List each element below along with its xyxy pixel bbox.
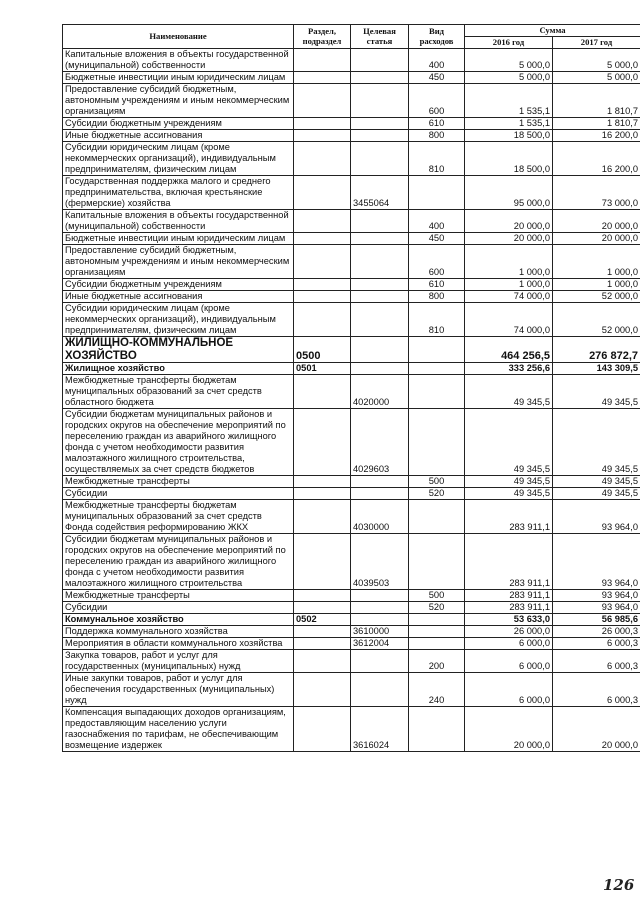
row-type (409, 176, 465, 210)
table-row (63, 279, 640, 291)
row-type: 600 (409, 84, 465, 118)
row-name: Коммунальное хозяйство (63, 614, 294, 626)
row-type (409, 638, 465, 650)
row-sum-2016: 1 535,1 (465, 84, 553, 118)
row-name: Иные закупки товаров, работ и услуг для обеспечения государственных (муниципальных) нужд (63, 673, 294, 707)
row-type (409, 375, 465, 409)
budget-table-page (62, 24, 640, 752)
row-name: Бюджетные инвестиции иным юридическим лицам (63, 233, 294, 245)
row-section (294, 488, 351, 500)
row-sum-2017: 56 985,6 (553, 614, 640, 626)
row-target (351, 488, 409, 500)
row-section (294, 534, 351, 590)
row-target (351, 233, 409, 245)
row-target (351, 650, 409, 673)
row-sum-2017: 93 964,0 (553, 534, 640, 590)
page-number: 126 (603, 876, 635, 894)
row-name: Капитальные вложения в объекты государственной (муниципальной) собственности (63, 210, 294, 233)
row-name: Субсидии юридическим лицам (кроме некоммерческих организаций), индивидуальным предпринимателям, физическим лицам (63, 142, 294, 176)
row-sum-2017: 93 964,0 (553, 500, 640, 534)
row-section (294, 210, 351, 233)
row-section (294, 590, 351, 602)
row-target (351, 279, 409, 291)
table-row (63, 488, 640, 500)
row-name: ЖИЛИЩНО-КОММУНАЛЬНОЕ ХОЗЯЙСТВО (63, 337, 294, 363)
row-sum-2016: 283 911,1 (465, 602, 553, 614)
row-type: 240 (409, 673, 465, 707)
row-type (409, 337, 465, 363)
row-sum-2016: 74 000,0 (465, 291, 553, 303)
row-type: 810 (409, 303, 465, 337)
row-name: Межбюджетные трансферты (63, 476, 294, 488)
row-target (351, 363, 409, 375)
row-type: 500 (409, 590, 465, 602)
row-target: 3616024 (351, 707, 409, 752)
row-type: 600 (409, 245, 465, 279)
row-type: 610 (409, 279, 465, 291)
row-sum-2016: 6 000,0 (465, 673, 553, 707)
table-row (63, 210, 640, 233)
row-sum-2016: 49 345,5 (465, 488, 553, 500)
table-row (63, 638, 640, 650)
row-name: Субсидии бюджетным учреждениям (63, 118, 294, 130)
table-row (63, 626, 640, 638)
header-2016: 2016 год (465, 37, 553, 49)
row-sum-2017: 16 200,0 (553, 142, 640, 176)
row-section (294, 72, 351, 84)
table-row (63, 375, 640, 409)
row-sum-2017: 16 200,0 (553, 130, 640, 142)
budget-table (62, 24, 640, 752)
row-sum-2016: 333 256,6 (465, 363, 553, 375)
row-target: 3610000 (351, 626, 409, 638)
row-section (294, 500, 351, 534)
row-target: 3612004 (351, 638, 409, 650)
row-name: Субсидии (63, 602, 294, 614)
row-type (409, 363, 465, 375)
row-section (294, 233, 351, 245)
row-section (294, 638, 351, 650)
row-section (294, 279, 351, 291)
row-sum-2016: 74 000,0 (465, 303, 553, 337)
row-sum-2017: 26 000,3 (553, 626, 640, 638)
row-sum-2016: 18 500,0 (465, 130, 553, 142)
row-sum-2016: 6 000,0 (465, 650, 553, 673)
row-sum-2016: 26 000,0 (465, 626, 553, 638)
row-target (351, 602, 409, 614)
row-sum-2016: 18 500,0 (465, 142, 553, 176)
row-type (409, 534, 465, 590)
row-section (294, 673, 351, 707)
row-section (294, 291, 351, 303)
header-section: Раздел, подраздел (294, 25, 351, 49)
table-row (63, 176, 640, 210)
row-section: 0502 (294, 614, 351, 626)
row-type (409, 626, 465, 638)
row-type: 810 (409, 142, 465, 176)
row-name: Субсидии (63, 488, 294, 500)
table-row (63, 118, 640, 130)
row-name: Закупка товаров, работ и услуг для государственных (муниципальных) нужд (63, 650, 294, 673)
row-type (409, 614, 465, 626)
table-row (63, 409, 640, 476)
table-row (63, 291, 640, 303)
row-target (351, 72, 409, 84)
row-sum-2016: 49 345,5 (465, 375, 553, 409)
row-section (294, 476, 351, 488)
row-section: 0501 (294, 363, 351, 375)
row-section (294, 49, 351, 72)
row-sum-2016: 5 000,0 (465, 49, 553, 72)
row-sum-2016: 20 000,0 (465, 233, 553, 245)
row-sum-2017: 1 000,0 (553, 279, 640, 291)
row-sum-2017: 143 309,5 (553, 363, 640, 375)
table-row (63, 707, 640, 752)
row-sum-2017: 49 345,5 (553, 476, 640, 488)
row-sum-2017: 49 345,5 (553, 488, 640, 500)
row-section (294, 130, 351, 142)
row-sum-2016: 20 000,0 (465, 210, 553, 233)
row-section (294, 650, 351, 673)
table-row (63, 500, 640, 534)
row-target (351, 337, 409, 363)
row-target (351, 614, 409, 626)
row-target (351, 118, 409, 130)
row-name: Поддержка коммунального хозяйства (63, 626, 294, 638)
row-type (409, 707, 465, 752)
table-row (63, 337, 640, 363)
table-row (63, 49, 640, 72)
row-section (294, 142, 351, 176)
row-name: Компенсация выпадающих доходов организациям, предоставляющим населению услуги газоснабжения по тарифам, не обеспечивающим возмещение издержек (63, 707, 294, 752)
row-sum-2016: 1 000,0 (465, 245, 553, 279)
row-target (351, 245, 409, 279)
header-target: Целевая статья (351, 25, 409, 49)
row-sum-2017: 20 000,0 (553, 210, 640, 233)
row-sum-2016: 53 633,0 (465, 614, 553, 626)
row-target (351, 49, 409, 72)
row-name: Межбюджетные трансферты бюджетам муниципальных образований за счет средств Фонда содействия реформированию ЖКХ (63, 500, 294, 534)
row-sum-2017: 73 000,0 (553, 176, 640, 210)
row-target (351, 84, 409, 118)
row-sum-2016: 5 000,0 (465, 72, 553, 84)
row-section: 0500 (294, 337, 351, 363)
row-type: 500 (409, 476, 465, 488)
row-sum-2016: 464 256,5 (465, 337, 553, 363)
header-name: Наименование (63, 25, 294, 49)
row-target (351, 673, 409, 707)
row-section (294, 84, 351, 118)
row-type: 520 (409, 488, 465, 500)
row-target: 3455064 (351, 176, 409, 210)
row-sum-2016: 283 911,1 (465, 534, 553, 590)
row-name: Межбюджетные трансферты (63, 590, 294, 602)
row-sum-2017: 6 000,3 (553, 638, 640, 650)
row-target (351, 130, 409, 142)
row-target (351, 142, 409, 176)
row-target: 4020000 (351, 375, 409, 409)
row-name: Субсидии бюджетным учреждениям (63, 279, 294, 291)
row-name: Жилищное хозяйство (63, 363, 294, 375)
row-type: 800 (409, 130, 465, 142)
table-row (63, 363, 640, 375)
row-sum-2016: 49 345,5 (465, 409, 553, 476)
row-sum-2017: 49 345,5 (553, 375, 640, 409)
table-row (63, 534, 640, 590)
row-sum-2017: 276 872,7 (553, 337, 640, 363)
table-row (63, 245, 640, 279)
table-row (63, 673, 640, 707)
row-sum-2016: 20 000,0 (465, 707, 553, 752)
row-name: Субсидии бюджетам муниципальных районов и городских округов на обеспечение мероприятий по переселению граждан из аварийного жилищного фонда с учетом необходимости развития малоэтажного жилищного строительства, осуществляемых за счет средств бюджетов (63, 409, 294, 476)
table-row (63, 590, 640, 602)
row-sum-2017: 1 810,7 (553, 118, 640, 130)
table-row (63, 476, 640, 488)
row-target (351, 303, 409, 337)
row-target (351, 590, 409, 602)
table-row (63, 233, 640, 245)
table-row (63, 650, 640, 673)
row-sum-2016: 1 000,0 (465, 279, 553, 291)
row-type: 800 (409, 291, 465, 303)
row-name: Межбюджетные трансферты бюджетам муниципальных образований за счет средств областного бюджета (63, 375, 294, 409)
row-sum-2016: 283 911,1 (465, 500, 553, 534)
row-section (294, 176, 351, 210)
row-section (294, 409, 351, 476)
row-sum-2017: 1 810,7 (553, 84, 640, 118)
row-section (294, 602, 351, 614)
row-sum-2016: 95 000,0 (465, 176, 553, 210)
header-2017: 2017 год (553, 37, 640, 49)
budget-rows (63, 49, 640, 752)
row-sum-2016: 49 345,5 (465, 476, 553, 488)
row-sum-2016: 1 535,1 (465, 118, 553, 130)
row-sum-2017: 49 345,5 (553, 409, 640, 476)
row-target (351, 291, 409, 303)
row-sum-2017: 5 000,0 (553, 72, 640, 84)
row-target: 4030000 (351, 500, 409, 534)
row-sum-2017: 6 000,3 (553, 650, 640, 673)
table-row (63, 614, 640, 626)
row-name: Иные бюджетные ассигнования (63, 130, 294, 142)
row-name: Государственная поддержка малого и среднего предпринимательства, включая крестьянские (фермерские) хозяйства (63, 176, 294, 210)
row-target: 4029603 (351, 409, 409, 476)
row-sum-2017: 52 000,0 (553, 303, 640, 337)
table-row (63, 142, 640, 176)
row-type: 400 (409, 210, 465, 233)
row-sum-2017: 20 000,0 (553, 707, 640, 752)
row-type: 520 (409, 602, 465, 614)
row-sum-2017: 93 964,0 (553, 590, 640, 602)
row-sum-2017: 52 000,0 (553, 291, 640, 303)
table-row (63, 84, 640, 118)
row-sum-2016: 283 911,1 (465, 590, 553, 602)
row-name: Предоставление субсидий бюджетным, автономным учреждениям и иным некоммерческим организациям (63, 245, 294, 279)
row-target (351, 476, 409, 488)
table-row (63, 130, 640, 142)
row-sum-2017: 20 000,0 (553, 233, 640, 245)
row-sum-2017: 5 000,0 (553, 49, 640, 72)
row-name: Субсидии бюджетам муниципальных районов и городских округов на обеспечение мероприятий по переселению граждан из аварийного жилищного фонда с учетом необходимости развития малоэтажного жилищного строительства (63, 534, 294, 590)
row-section (294, 118, 351, 130)
row-type: 450 (409, 72, 465, 84)
row-sum-2016: 6 000,0 (465, 638, 553, 650)
row-name: Субсидии юридическим лицам (кроме некоммерческих организаций), индивидуальным предпринимателям, физическим лицам (63, 303, 294, 337)
row-sum-2017: 6 000,3 (553, 673, 640, 707)
row-name: Иные бюджетные ассигнования (63, 291, 294, 303)
row-target: 4039503 (351, 534, 409, 590)
row-section (294, 375, 351, 409)
row-sum-2017: 1 000,0 (553, 245, 640, 279)
header-type: Вид расходов (409, 25, 465, 49)
table-row (63, 602, 640, 614)
row-sum-2017: 93 964,0 (553, 602, 640, 614)
row-type (409, 500, 465, 534)
header-sum: Сумма (465, 25, 640, 37)
row-section (294, 707, 351, 752)
row-type (409, 409, 465, 476)
row-target (351, 210, 409, 233)
row-name: Бюджетные инвестиции иным юридическим лицам (63, 72, 294, 84)
row-section (294, 626, 351, 638)
table-row (63, 72, 640, 84)
row-section (294, 303, 351, 337)
row-type: 200 (409, 650, 465, 673)
row-name: Мероприятия в области коммунального хозяйства (63, 638, 294, 650)
row-type: 610 (409, 118, 465, 130)
row-name: Предоставление субсидий бюджетным, автономным учреждениям и иным некоммерческим организациям (63, 84, 294, 118)
row-section (294, 245, 351, 279)
table-row (63, 303, 640, 337)
row-type: 450 (409, 233, 465, 245)
row-type: 400 (409, 49, 465, 72)
row-name: Капитальные вложения в объекты государственной (муниципальной) собственности (63, 49, 294, 72)
